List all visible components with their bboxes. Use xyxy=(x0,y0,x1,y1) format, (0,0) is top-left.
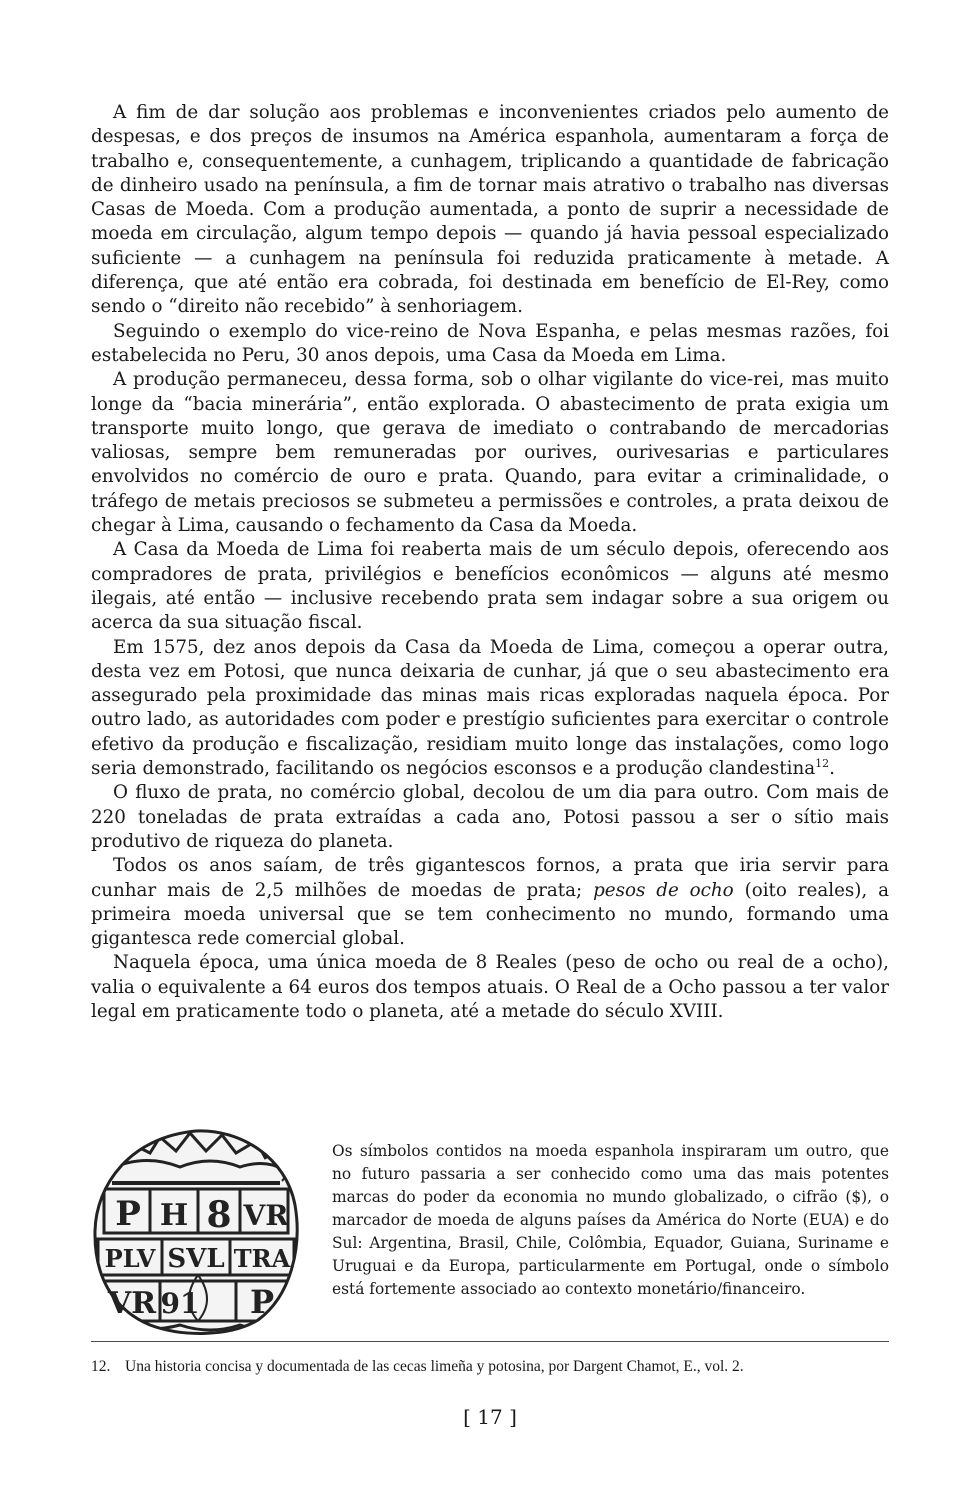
page-number: [ 17 ] xyxy=(463,1405,517,1429)
footnote-reference[interactable]: 12 xyxy=(815,756,830,770)
paragraph: A fim de dar solução aos problemas e inconvenientes criados pelo aumento de despesas, e dos preços de insumos na América espanhola, aumentaram a força de trabalho e, consequentemente, a cunhagem, triplicando a quantidade de fabricação de dinheiro usado na península, a fim de tornar mais atrativo o trabalho nas diversas Casas de Moeda. Com a produção aumentada, a ponto de suprir a necessidade de moeda em circulação, algum tempo depois — quando já havia pessoal especializado suficiente — a cunhagem na península foi reduzida praticamente à metade. A diferença, que até então era cobrada, foi destinada em benefício de El-Rey, como sendo o “direito não recebido” à senhoriagem. xyxy=(91,102,889,318)
paragraph-end: . xyxy=(829,758,835,780)
coin-letters: 91 xyxy=(160,1287,200,1320)
paragraph-text: Todos os anos saíam, de três gigantescos fornos, a prata que iria servir para cunhar mais de 2,5 milhões de moedas de prata; xyxy=(91,855,889,901)
paragraph: Naquela época, uma única moeda de 8 Reales (peso de ocho ou real de a ocho), valia o equivalente a 64 euros dos tempos atuais. O Real de a Ocho passou a ter valor legal em praticamente todo o planeta, até a metade do século XVIII. xyxy=(91,952,889,1022)
italic-term: pesos de ocho xyxy=(593,879,734,901)
coin-letters: P xyxy=(249,1283,275,1321)
coin-caption: Os símbolos contidos na moeda espanhola inspiraram um outro, que no futuro passaria a ser conhecido como uma das mais potentes marcas do poder da economia no mundo globalizado, o cifrão ($), o marcador de moeda de alguns países da América do Norte (EUA) e do Sul: Argentina, Brasil, Chile, Colômbia, Equador, Guiana, Suriname e Uruguai e da Europa, particularmente em Portugal, onde o símbolo está fortemente associado ao contexto monetário/financeiro. xyxy=(332,1142,889,1298)
coin-illustration xyxy=(90,1125,302,1337)
paragraph-text: (oito reales), a primeira moeda universal que se tem conhecimento no mundo, formando uma gigantesca rede comercial global. xyxy=(91,879,889,950)
coin-letters: P xyxy=(115,1194,141,1234)
coin-letters: 8 xyxy=(206,1194,232,1236)
footnote xyxy=(91,1357,889,1377)
paragraph: A produção permaneceu, dessa forma, sob o olhar vigilante do vice-rei, mas muito longe da “bacia minerária”, então explorada. O abastecimento de prata exigia um transporte muito longo, que gerava de imediato o contrabando de mercadorias valiosas, sempre bem remuneradas por ourives, ourivesarias e particulares envolvidos no comércio de ouro e prata. Quando, para evitar a criminalidade, o tráfego de metais preciosos se submeteu a permissões e controles, a prata deixou de chegar à Lima, causando o fechamento da Casa da Moeda. xyxy=(91,369,889,537)
footnote-text: Una historia concisa y documentada de las cecas limeña y potosina, por Dargent Chamot, E., vol. 2. xyxy=(125,1358,744,1375)
paragraph xyxy=(91,636,889,782)
paragraph xyxy=(91,854,889,951)
coin-letters: TRA xyxy=(233,1244,291,1273)
footnote-number: 12. xyxy=(91,1358,111,1375)
paragraph: Seguindo o exemplo do vice-reino de Nova Espanha, e pelas mesmas razões, foi estabelecida no Peru, 30 anos depois, uma Casa da Moeda em Lima. xyxy=(91,320,889,366)
paragraph-text: Em 1575, dez anos depois da Casa da Moeda de Lima, começou a operar outra, desta vez em Potosi, que nunca deixaria de cunhar, já que o seu abastecimento era assegurado pela proximidade das minas mais ricas exploradas naquela época. Por outro lado, as autoridades com poder e prestígio suficientes para exercitar o controle efetivo da produção e fiscalização, residiam muito longe das instalações, como logo seria demonstrado, facilitando os negócios esconsos e a produção clandestina xyxy=(91,636,889,780)
coin-letters: SVL xyxy=(167,1244,225,1274)
coin-letters: VR xyxy=(107,1286,157,1321)
coin-letters: PLV xyxy=(104,1244,156,1273)
body-text xyxy=(91,101,889,1024)
coin-letters: VR xyxy=(243,1199,289,1232)
coin-letters: H xyxy=(159,1198,189,1233)
paragraph: A Casa da Moeda de Lima foi reaberta mais de um século depois, oferecendo aos compradores de prata, privilégios e benefícios econômicos — alguns até mesmo ilegais, até então — inclusive recebendo prata sem indagar sobre a sua origem ou acerca da sua situação fiscal. xyxy=(91,539,889,634)
footnote-divider xyxy=(91,1341,889,1342)
paragraph: O fluxo de prata, no comércio global, decolou de um dia para outro. Com mais de 220 toneladas de prata extraídas a cada ano, Potosi passou a ser o sítio mais produtivo de riqueza do planeta. xyxy=(91,782,889,852)
